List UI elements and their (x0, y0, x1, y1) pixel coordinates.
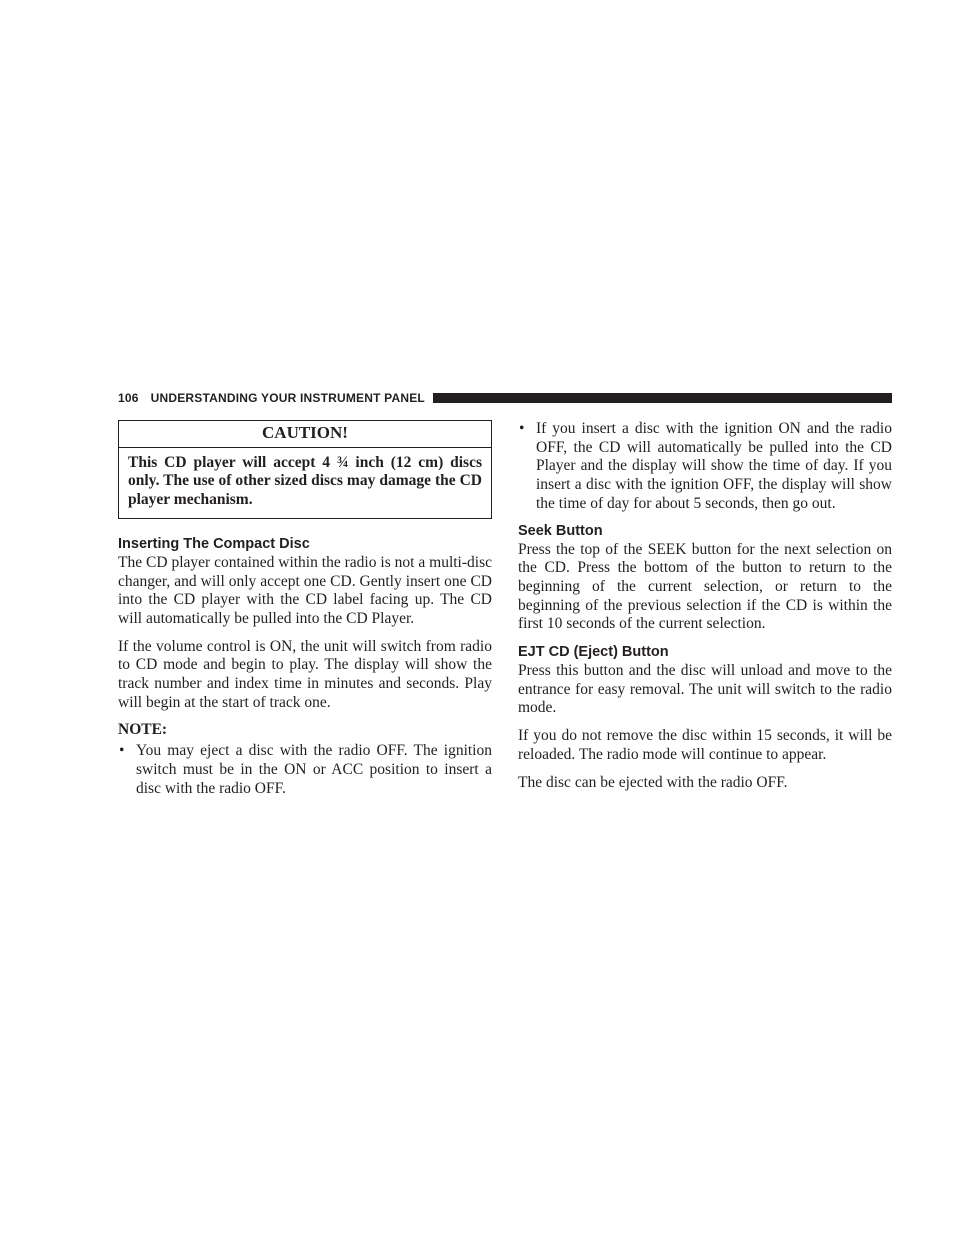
bullet-icon: • (519, 420, 525, 437)
note-bullet-item (518, 420, 892, 514)
inserting-paragraph: If the volume control is ON, the unit will switch from radio to CD mode and begin to play. The display will show the track number and index time in minutes and seconds. Play will begin at the start of track one. (118, 637, 492, 711)
right-column (518, 420, 892, 801)
eject-heading: EJT CD (Eject) Button (518, 644, 669, 661)
caution-box (118, 420, 492, 519)
page-number: 106 (118, 391, 139, 405)
page-header (118, 390, 892, 406)
header-rule (433, 393, 892, 403)
inserting-heading: Inserting The Compact Disc (118, 535, 310, 552)
seek-paragraph: Press the top of the SEEK button for the next selection on the CD. Press the bottom of the button to return to the beginning of the current selection, or return to the beginning of the previous selection if the CD is within the first 10 seconds of the current selection. (518, 540, 892, 633)
eject-paragraph: If you do not remove the disc within 15 seconds, it will be reloaded. The radio mode will continue to appear. (518, 727, 892, 763)
note-bullet-text: You may eject a disc with the radio OFF. The ignition switch must be in the ON or ACC position to insert a disc with the radio OFF. (136, 742, 492, 797)
note-list-continued (518, 420, 892, 514)
eject-paragraph: The disc can be ejected with the radio OFF. (518, 773, 788, 791)
note-list (118, 742, 492, 798)
note-label: NOTE: (118, 721, 168, 739)
eject-paragraph: Press this button and the disc will unload and move to the entrance for easy removal. The unit will switch to the radio mode. (518, 662, 892, 717)
note-bullet-text: If you insert a disc with the ignition ON and the radio OFF, the CD will automatically be pulled into the CD Player and the display will show the time of day. If you insert a disc with the ignition OFF, the display will show the time of day for about 5 seconds, then go out. (536, 420, 892, 512)
seek-heading: Seek Button (518, 522, 603, 539)
note-bullet-item (118, 742, 492, 798)
bullet-icon: • (119, 742, 125, 760)
left-column (118, 420, 492, 806)
caution-title: CAUTION! (119, 421, 491, 448)
inserting-paragraph: The CD player contained within the radio is not a multi-disc changer, and will only accept one CD. Gently insert one CD into the CD player with the CD label facing up. The CD will automatically be pulled into the CD Player. (118, 553, 492, 627)
caution-text: This CD player will accept 4 ¾ inch (12 cm) discs only. The use of other sized discs may damage the CD player mechanism. (128, 453, 482, 509)
section-title: UNDERSTANDING YOUR INSTRUMENT PANEL (150, 391, 425, 405)
